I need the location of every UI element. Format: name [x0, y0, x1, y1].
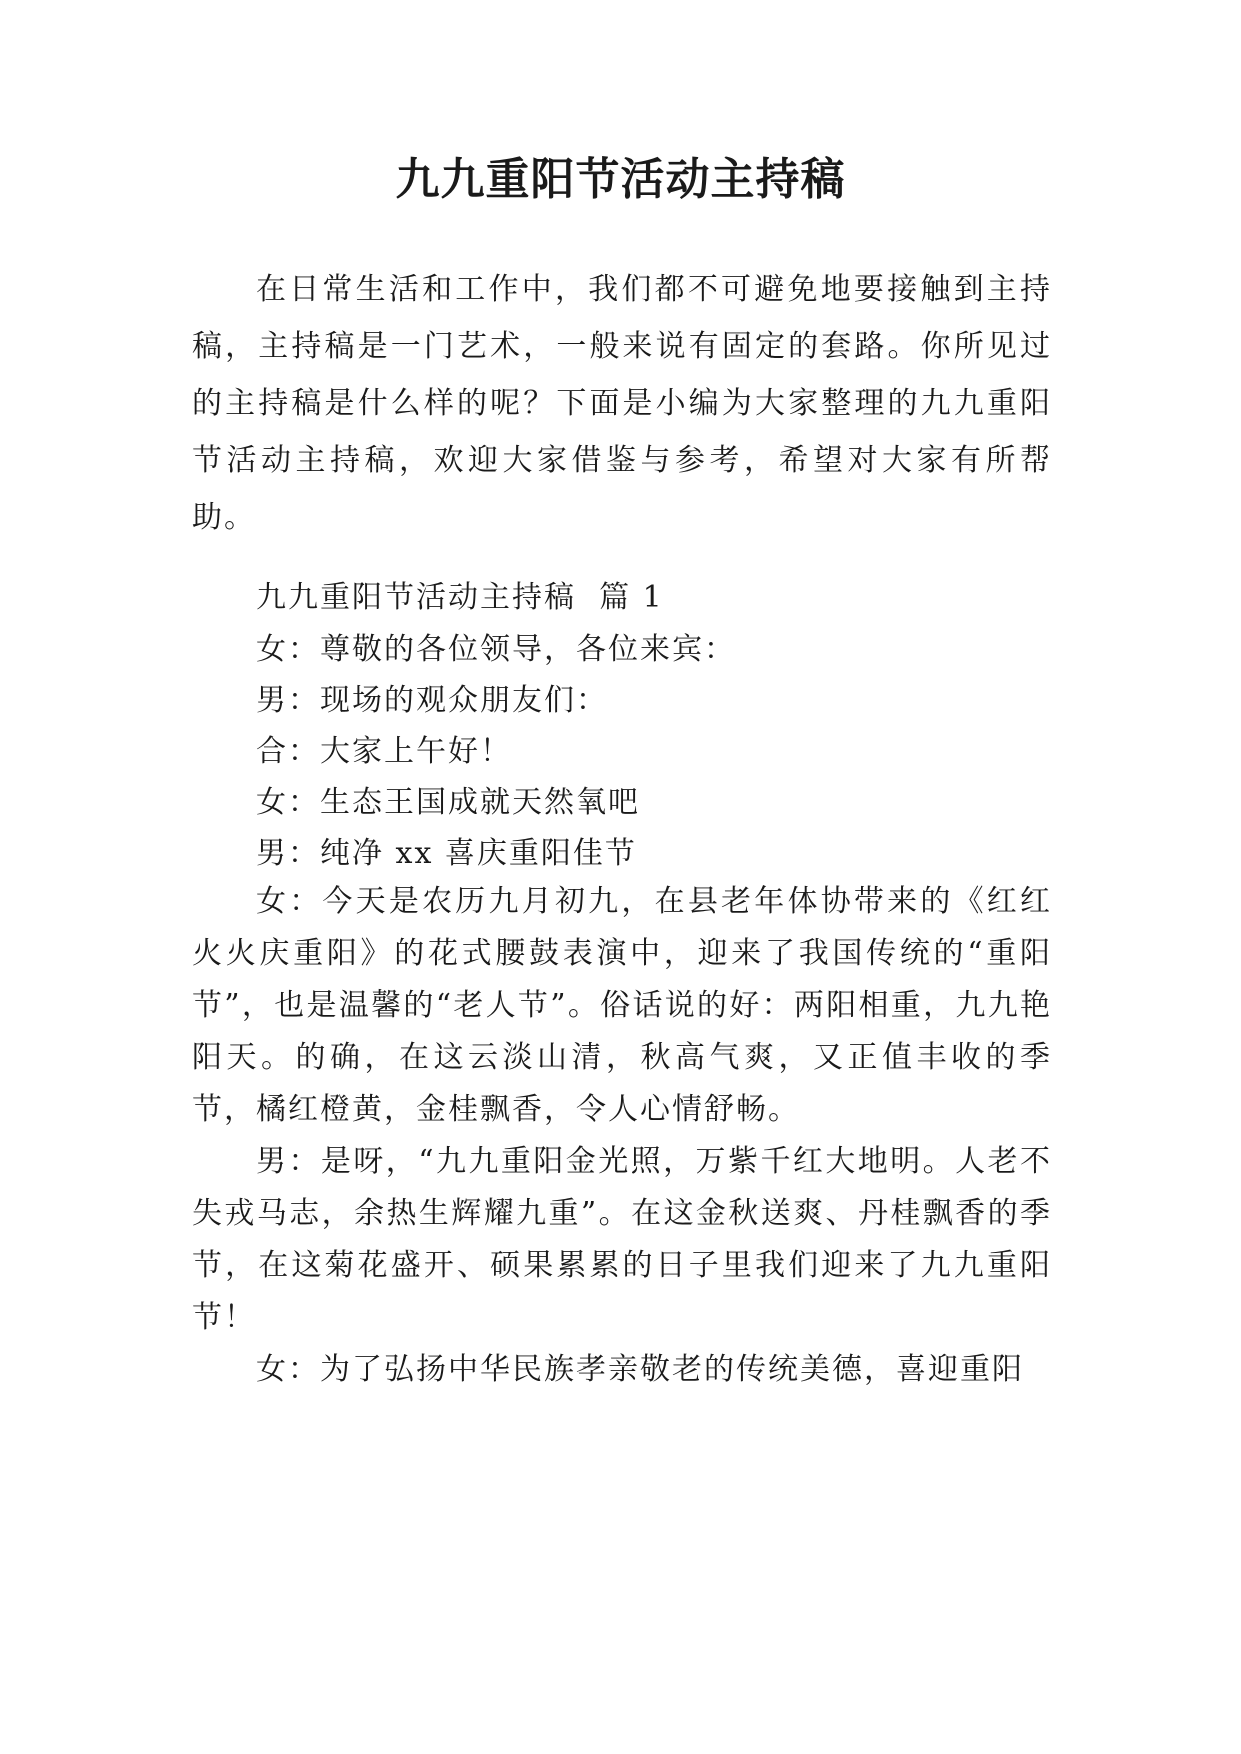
dialogue-paragraph: 女：为了弘扬中华民族孝亲敬老的传统美德，喜迎重阳	[256, 1352, 1024, 1387]
section-block	[192, 569, 1052, 1396]
document-title: 九九重阳节活动主持稿	[395, 154, 846, 205]
dialogue-line: 女：生态王国成就天然氧吧	[256, 785, 640, 820]
dialogue-paragraph: 男：是呀，“九九重阳金光照，万紫千红大地明。人老不失戎马志，余热生辉耀九重”。在这金秋送爽、丹桂飘香的季节，在这菊花盛开、硕果累累的日子里我们迎来了九九重阳节！	[192, 1144, 1052, 1335]
dialogue-line: 合：大家上午好！	[256, 734, 512, 769]
dialogue-line: 男：纯净 xx 喜庆重阳佳节	[256, 836, 637, 871]
dialogue-paragraph: 女：今天是农历九月初九，在县老年体协带来的《红红火火庆重阳》的花式腰鼓表演中，迎来了我国传统的“重阳节”，也是温馨的“老人节”。俗话说的好：两阳相重，九九艳阳天。的确，在这云淡山清，秋高气爽，又正值丰收的季节，橘红橙黄，金桂飘香，令人心情舒畅。	[192, 884, 1052, 1127]
intro-paragraph: 在日常生活和工作中，我们都不可避免地要接触到主持稿，主持稿是一门艺术，一般来说有固定的套路。你所见过的主持稿是什么样的呢？下面是小编为大家整理的九九重阳节活动主持稿，欢迎大家借鉴与参考，希望对大家有所帮助。	[192, 272, 1052, 535]
intro-block	[192, 261, 1052, 546]
section-heading: 九九重阳节活动主持稿 篇 1	[256, 580, 664, 615]
dialogue-line: 女：尊敬的各位领导，各位来宾：	[256, 632, 736, 667]
dialogue-line: 男：现场的观众朋友们：	[256, 683, 608, 718]
